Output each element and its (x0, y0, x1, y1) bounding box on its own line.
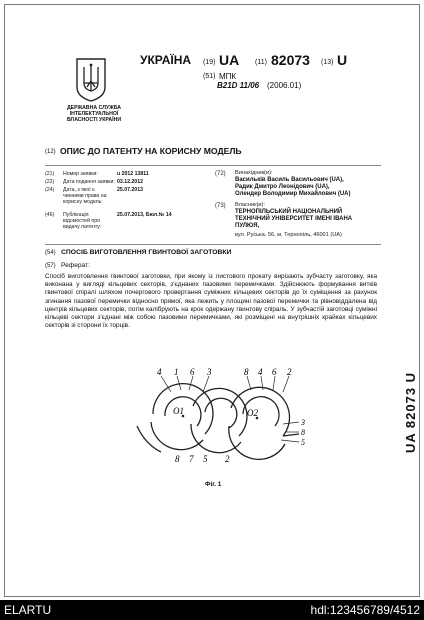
document-type-code: (12) (45, 149, 56, 155)
side-patent-code (385, 335, 418, 455)
biblio-21-value: u 2012 13811 (117, 171, 149, 177)
biblio-24-label: Дата, з якої є чинними права на корисну модель: (63, 187, 107, 206)
owner-name-line-2: ТЕХНІЧНИЙ УНІВЕРСИТЕТ ІМЕНІ ІВАНА (235, 216, 353, 222)
inventor-name-3: Олендер Володимир Михайлович (UA) (235, 191, 351, 197)
figure-label-top-left-4: 3 (207, 367, 212, 377)
figure-label-bottom-1: 8 (175, 454, 180, 464)
inventors-code: (72) (215, 171, 226, 177)
figure-center-o2: O2 (247, 408, 258, 418)
invention-title: СПОСІБ ВИГОТОВЛЕННЯ ГВИНТОВОЇ ЗАГОТОВКИ (61, 249, 232, 256)
biblio-22-value: 03.12.2012 (117, 179, 143, 185)
title-code: (54) (45, 250, 56, 256)
footer-source: ELARTU (4, 603, 52, 617)
owners-label: Власник(и): (235, 202, 265, 208)
country-name: УКРАЇНА (140, 53, 192, 67)
footer-handle[interactable]: hdl:123456789/4512 (310, 603, 420, 617)
biblio-46-label: Публікація відомостей про видачу патенту: (63, 212, 102, 231)
country-code: UA (219, 52, 240, 68)
biblio-46-value: 25.07.2013, Бюл.№ 14 (117, 212, 172, 218)
figure-center-o1: O1 (173, 406, 184, 416)
figure-label-right-3: 5 (301, 438, 305, 447)
patent-frame (4, 4, 420, 597)
figure-label-top-right-2: 4 (258, 367, 263, 377)
figure-label-top-right-4: 2 (287, 367, 292, 377)
figure-label-bottom-3: 5 (203, 454, 208, 464)
code-51-number: (51) (203, 73, 216, 80)
viewer-footer (0, 600, 424, 620)
figure-label-top-right-1: 8 (244, 367, 249, 377)
biblio-21-code: (21) (45, 171, 55, 177)
owners-code: (73) (215, 203, 226, 209)
abstract-label: Реферат: (61, 262, 90, 269)
figure-caption: Фіг. 1 (205, 481, 222, 488)
figure-label-top-left-3: 6 (190, 367, 195, 377)
trident-coat-of-arms-icon (75, 57, 107, 103)
biblio-21-label: Номер заявки: (63, 171, 98, 177)
figure-label-right-1: 3 (301, 418, 305, 427)
agency-name: ДЕРЖАВНА СЛУЖБА ІНТЕЛЕКТУАЛЬНОЇ ВЛАСНОСТІ УКРАЇНИ (66, 105, 122, 124)
biblio-divider (45, 244, 381, 245)
inventor-name-2: Радик Дмитро Леонідович (UA), (235, 184, 330, 190)
figure-label-bottom-4: 2 (225, 454, 230, 464)
header-divider (45, 165, 381, 166)
biblio-24-value: 25.07.2013 (117, 187, 143, 193)
abstract-text: Спосіб виготовлення гвинтової заготовки, при якому із листового прокату вирізають зубчасту заготовку, яка виконана у вигляді кільцевих секторів, з'єднаних пазовими перемичками. Здійснюють формування витків гвинтової спіралі шляхом почергового провертання суміжних кільцевих секторів до їх суміщення за рахунок згинання пазової перемички відносно прямої, яка лежить у площині пазової перемички та рівновіддалена від центрів кільцевих секторів, потім калібрують на крок одержану гвинтову спіраль. У зубчастій заготовці суміжні кільцеві сектори з'єднані між собою пазовими перемичками, які розміщені на внутрішніх крайках кільцевих секторів зі сторони їх торців. (45, 273, 377, 330)
figure-label-right-2: 8 (301, 428, 305, 437)
side-patent-code-text: UA 82073 U (403, 371, 418, 453)
figure-label-top-left-1: 4 (157, 367, 162, 377)
owner-name-line-3: ПУЛЮЯ, (235, 223, 260, 229)
code-19-number: (19) (203, 59, 216, 66)
ipc-version: (2006.01) (267, 81, 302, 90)
figure-label-top-right-3: 6 (272, 367, 277, 377)
ipc-code: B21D 11/06 (217, 81, 260, 90)
figure-drawing (123, 362, 313, 482)
biblio-22-label: Дата подання заявки: (63, 179, 115, 185)
biblio-46-code: (46) (45, 212, 55, 218)
owner-address: вул. Руська, 56, м. Тернопіль, 46001 (UA) (235, 232, 342, 238)
patent-number: 82073 (271, 52, 310, 68)
figure-label-top-left-2: 1 (174, 367, 179, 377)
kind-code: U (337, 52, 348, 68)
inventor-name-1: Васильків Василь Васильович (UA), (235, 177, 344, 183)
inventors-label: Винахідник(и): (235, 170, 273, 176)
document-type: ОПИС ДО ПАТЕНТУ НА КОРИСНУ МОДЕЛЬ (60, 146, 242, 156)
abstract-code: (57) (45, 263, 56, 269)
code-11-number: (11) (255, 59, 267, 66)
code-13-number: (13) (321, 59, 334, 66)
figure-label-bottom-2: 7 (189, 454, 194, 464)
owner-name-line-1: ТЕРНОПІЛЬСЬКИЙ НАЦІОНАЛЬНИЙ (235, 209, 343, 215)
biblio-22-code: (22) (45, 179, 55, 185)
biblio-24-code: (24) (45, 187, 55, 193)
mpk-label: МПК (219, 72, 237, 81)
